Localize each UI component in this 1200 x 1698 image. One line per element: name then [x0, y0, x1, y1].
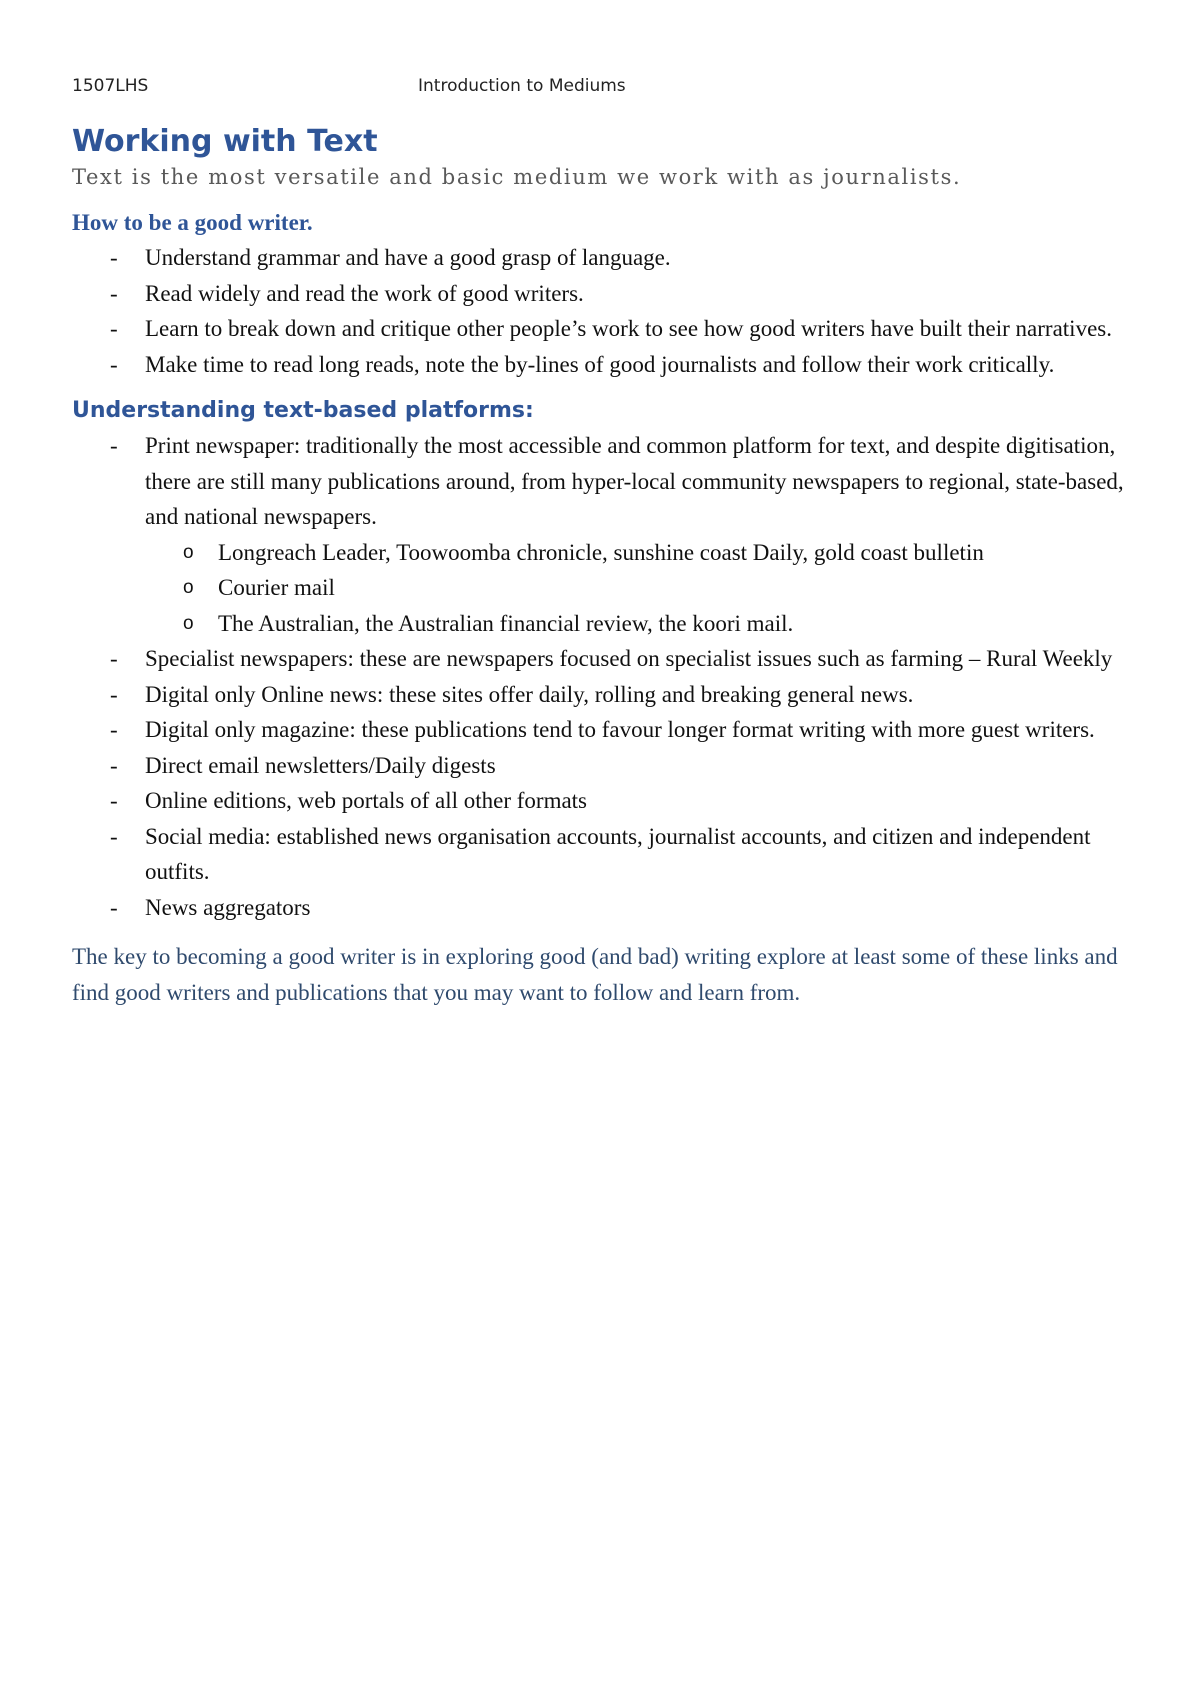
- list-item: [72, 783, 1142, 819]
- dash-bullet: -: [110, 646, 118, 671]
- list-item-text: Direct email newsletters/Daily digests: [145, 752, 496, 778]
- list-item: [72, 347, 1142, 383]
- dash-bullet: -: [110, 245, 118, 270]
- dash-bullet: -: [110, 752, 118, 778]
- course-code: 1507LHS: [72, 76, 149, 96]
- circle-bullet: o: [183, 577, 194, 598]
- list-item: [72, 819, 1142, 890]
- list-item-text: Digital only Online news: these sites offer daily, rolling and breaking general news.: [145, 681, 914, 707]
- course-title: Introduction to Mediums: [418, 76, 626, 96]
- sub-list-item: [145, 606, 1142, 642]
- newspaper-examples-list: [145, 535, 1142, 642]
- dash-bullet: -: [110, 351, 118, 377]
- list-item: [72, 890, 1142, 926]
- sub-list-item-text: Courier mail: [218, 575, 335, 600]
- list-item-text: Read widely and read the work of good writers.: [145, 280, 584, 306]
- list-item: [72, 677, 1142, 713]
- list-item: [72, 276, 1142, 312]
- dash-bullet: -: [110, 681, 118, 707]
- platforms-list: [72, 428, 1142, 925]
- dash-bullet: -: [110, 894, 118, 920]
- dash-bullet: -: [110, 433, 118, 458]
- list-item: [72, 748, 1142, 784]
- list-item-text: News aggregators: [145, 894, 311, 920]
- document-body: [72, 122, 1142, 1010]
- sub-list-item: [145, 535, 1142, 571]
- section-heading-good-writer: How to be a good writer.: [72, 210, 313, 235]
- list-item-text: Digital only magazine: these publications tend to favour longer format writing with more guest writers.: [145, 717, 1095, 742]
- list-item-text: Print newspaper: traditionally the most accessible and common platform for text, and despite digitisation, there are still many publications around, from hyper-local community newspapers to regional, state-based, and national newspapers.: [145, 433, 1124, 529]
- page-header: [72, 76, 1132, 100]
- document-subtitle: Text is the most versatile and basic medium we work with as journalists.: [72, 165, 962, 189]
- list-item: [72, 641, 1142, 677]
- sub-list-item-text: Longreach Leader, Toowoomba chronicle, sunshine coast Daily, gold coast bulletin: [218, 539, 984, 565]
- dash-bullet: -: [110, 717, 118, 742]
- list-item: [72, 428, 1142, 641]
- list-item-text: Specialist newspapers: these are newspapers focused on specialist issues such as farming – Rural Weekly: [145, 646, 1113, 671]
- list-item-text: Social media: established news organisation accounts, journalist accounts, and citizen and independent outfits.: [145, 823, 1091, 884]
- list-item: [72, 311, 1142, 347]
- list-item-text: Online editions, web portals of all other formats: [145, 788, 588, 813]
- list-item-text: Learn to break down and critique other people’s work to see how good writers have built their narratives.: [145, 316, 1112, 341]
- list-item: [72, 240, 1142, 276]
- dash-bullet: -: [110, 823, 118, 849]
- list-item-text: Understand grammar and have a good grasp of language.: [145, 245, 671, 270]
- circle-bullet: o: [183, 612, 194, 634]
- sub-list-item: [145, 570, 1142, 606]
- good-writer-list: [72, 240, 1142, 382]
- sub-list-item-text: The Australian, the Australian financial review, the koori mail.: [218, 610, 794, 636]
- dash-bullet: -: [110, 788, 118, 813]
- dash-bullet: -: [110, 316, 118, 341]
- circle-bullet: o: [183, 541, 194, 563]
- section-heading-platforms: Understanding text-based platforms:: [72, 398, 534, 423]
- list-item: [72, 712, 1142, 748]
- dash-bullet: -: [110, 280, 118, 306]
- document-title: Working with Text: [72, 124, 378, 159]
- closing-paragraph: The key to becoming a good writer is in exploring good (and bad) writing explore at least some of these links and find good writers and publications that you may want to follow and learn from.: [72, 944, 1118, 1005]
- list-item-text: Make time to read long reads, note the by-lines of good journalists and follow their work critically.: [145, 351, 1055, 377]
